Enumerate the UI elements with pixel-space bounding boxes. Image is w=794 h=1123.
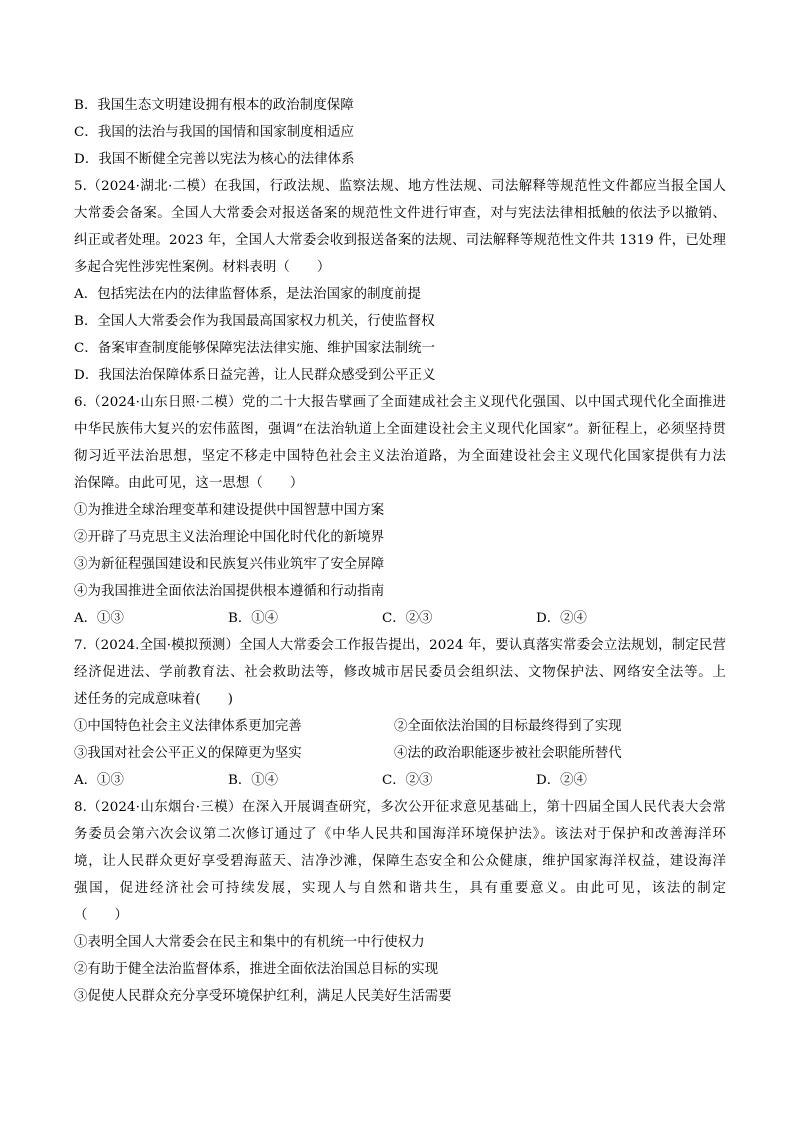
q5-option-d: D．我国法治保障体系日益完善，让人民群众感受到公平正义 [74, 368, 436, 383]
q6-statement-4: ④为我国推进全面依法治国提供根本遵循和行动指南 [74, 584, 385, 599]
q6-stem-line-3: 彻习近平法治思想，坚定不移走中国特色社会主义法治道路，为全面建设社会主义现代化国家提供有力法 [74, 449, 726, 464]
q8-stem-line-2: 务委员会第六次会议第二次修订通过了《中华人民共和国海洋环境保护法》。该法对于保护和改善海洋环 [74, 827, 726, 842]
q6-stem-line-2: 中华民族伟大复兴的宏伟蓝图，强调“在法治轨道上全面建设社会主义现代化国家”。新征程上，必须坚持贯 [74, 422, 726, 437]
q5-option-a: A．包括宪法在内的法律监督体系，是法治国家的制度前提 [74, 287, 422, 302]
q7-statements-row-2 [74, 740, 726, 767]
q8-stem-line-3: 境，让人民群众更好享受碧海蓝天、洁净沙滩，保障生态安全和公众健康，维护国家海洋权益，建设海洋 [74, 854, 726, 869]
q7-option-a: A．①③ [74, 773, 124, 788]
q7-stem-line-2: 经济促进法、学前教育法、社会救助法等，修改城市居民委员会组织法、文物保护法、网络安全法等。上 [74, 665, 726, 680]
q4-option-b: B．我国生态文明建设拥有根本的政治制度保障 [74, 98, 354, 113]
exam-page [74, 92, 726, 1010]
q6-statement-2: ②开辟了马克思主义法治理论中国化时代化的新境界 [74, 530, 385, 545]
question-6 [74, 389, 726, 632]
q8-stem-line-1: 8.（2024·山东烟台·三模）在深入开展调查研究，多次公开征求意见基础上，第十四届全国人民代表大会常 [74, 800, 726, 815]
q7-option-c: C．②③ [382, 773, 433, 788]
q6-stem-line-1: 6.（2024·山东日照·二模）党的二十大报告擘画了全面建成社会主义现代化强国、以中国式现代化全面推进 [74, 395, 726, 410]
q8-stem-line-4: 强国，促进经济社会可持续发展，实现人与自然和谐共生，具有重要意义。由此可见，该法的制定 [74, 881, 726, 896]
q5-stem-line-4: 多起合宪性涉宪性案例。材料表明（ ） [74, 260, 331, 275]
q7-options [74, 767, 726, 794]
q8-stem-line-5: （ ） [74, 908, 128, 923]
q6-options [74, 605, 726, 632]
q7-stem-line-1: 7.（2024.全国·模拟预测）全国人大常委会工作报告提出，2024 年，要认真落实常委会立法规划，制定民营 [74, 638, 726, 653]
q6-stem-line-4: 治保障。由此可见，这一思想（ ） [74, 476, 304, 491]
q5-stem-line-2: 大常委会备案。全国人大常委会对报送备案的规范性文件进行审查，对与宪法法律相抵触的依法予以撤销、 [74, 206, 726, 221]
q5-option-b: B．全国人大常委会作为我国最高国家权力机关，行使监督权 [74, 314, 435, 329]
question-7 [74, 632, 726, 794]
q7-stem-line-3: 述任务的完成意味着( ) [74, 692, 234, 707]
q6-option-b: B．①④ [228, 611, 279, 626]
q8-statement-1: ①表明全国人大常委会在民主和集中的有机统一中行使权力 [74, 935, 425, 950]
question-5 [74, 173, 726, 389]
q7-statements-row-1 [74, 713, 726, 740]
q5-stem-line-1: 5.（2024·湖北·二模）在我国，行政法规、监察法规、地方性法规、司法解释等规范性文件都应当报全国人 [74, 179, 726, 194]
q4-option-c: C．我国的法治与我国的国情和国家制度相适应 [74, 125, 355, 140]
question-8 [74, 794, 726, 1010]
q8-statement-2: ②有助于健全法治监督体系，推进全面依法治国总目标的实现 [74, 962, 439, 977]
q5-stem-line-3: 纠正或者处理。2023 年，全国人大常委会收到报送备案的法规、司法解释等规范性文件共 1319 件，已处理 [74, 233, 726, 248]
q7-option-d: D．②④ [536, 773, 587, 788]
q7-statement-2: ②全面依法治国的目标最终得到了实现 [394, 719, 622, 734]
q6-statement-1: ①为推进全球治理变革和建设提供中国智慧中国方案 [74, 503, 385, 518]
q5-option-c: C．备案审查制度能够保障宪法法律实施、维护国家法制统一 [74, 341, 436, 356]
q8-statement-3: ③促使人民群众充分享受环境保护红利，满足人民美好生活需要 [74, 989, 452, 1004]
q6-statement-3: ③为新征程强国建设和民族复兴伟业筑牢了安全屏障 [74, 557, 385, 572]
q7-statement-4: ④法的政治职能逐步被社会职能所替代 [394, 746, 622, 761]
q6-option-a: A．①③ [74, 611, 124, 626]
q4-option-d: D．我国不断健全完善以宪法为核心的法律体系 [74, 152, 355, 167]
q6-option-c: C．②③ [382, 611, 433, 626]
q7-statement-1: ①中国特色社会主义法律体系更加完善 [74, 719, 302, 734]
q7-statement-3: ③我国对社会公平正义的保障更为坚实 [74, 746, 302, 761]
q6-option-d: D．②④ [536, 611, 587, 626]
q7-option-b: B．①④ [228, 773, 279, 788]
